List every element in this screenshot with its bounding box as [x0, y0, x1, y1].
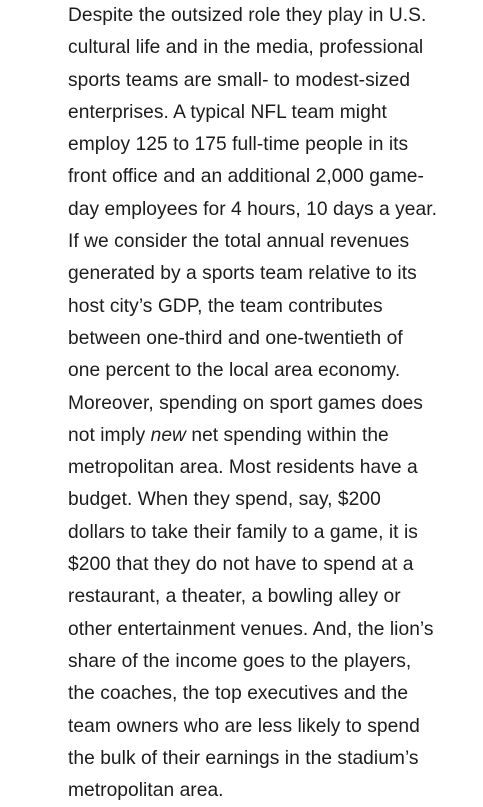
paragraph-line-2: cultural life and in the media, professional [68, 37, 424, 59]
paragraph-line-15: metropolitan area. Most residents have a [68, 457, 418, 479]
emphasized-word: new [150, 424, 186, 446]
article-paragraph [68, 0, 478, 807]
line-14-tail: net spending within the [185, 424, 389, 446]
paragraph-line-5: employ 125 to 175 full-time people in its [68, 134, 409, 156]
paragraph-line-17: dollars to take their family to a game, it is [68, 521, 418, 543]
paragraph-line-19: restaurant, a theater, a bowling alley or [68, 586, 401, 608]
paragraph-line-1: Despite the outsized role they play in U.S. [68, 5, 427, 26]
paragraph-line-13: Moreover, spending on sport games does [68, 392, 423, 414]
paragraph-line-6: front office and an additional 2,000 game- [68, 166, 424, 188]
paragraph-line-11: between one-third and one-twentieth of [68, 327, 403, 349]
paragraph-line-14 [68, 420, 478, 452]
paragraph-line-18: $200 that they do not have to spend at a [68, 554, 414, 576]
paragraph-line-23: team owners who are less likely to spend [68, 715, 420, 737]
paragraph-line-4: enterprises. A typical NFL team might [68, 101, 387, 123]
paragraph-line-12: one percent to the local area economy. [68, 360, 401, 382]
paragraph-line-3: sports teams are small- to modest-sized [68, 69, 411, 91]
paragraph-line-22: the coaches, the top executives and the [68, 683, 409, 705]
paragraph-line-24: the bulk of their earnings in the stadium’s [68, 747, 419, 769]
paragraph-line-7: day employees for 4 hours, 10 days a year. [68, 198, 438, 220]
paragraph-line-9: generated by a sports team relative to its [68, 263, 417, 285]
paragraph-line-21: share of the income goes to the players, [68, 650, 412, 672]
paragraph-line-20: other entertainment venues. And, the lion’s [68, 618, 434, 640]
line-14-lead: not imply [68, 424, 151, 446]
paragraph-line-16: budget. When they spend, say, $200 [68, 489, 381, 511]
paragraph-line-8: If we consider the total annual revenues [68, 231, 410, 253]
paragraph-line-10: host city’s GDP, the team contributes [68, 295, 383, 317]
paragraph-line-25: metropolitan area. [68, 780, 224, 802]
